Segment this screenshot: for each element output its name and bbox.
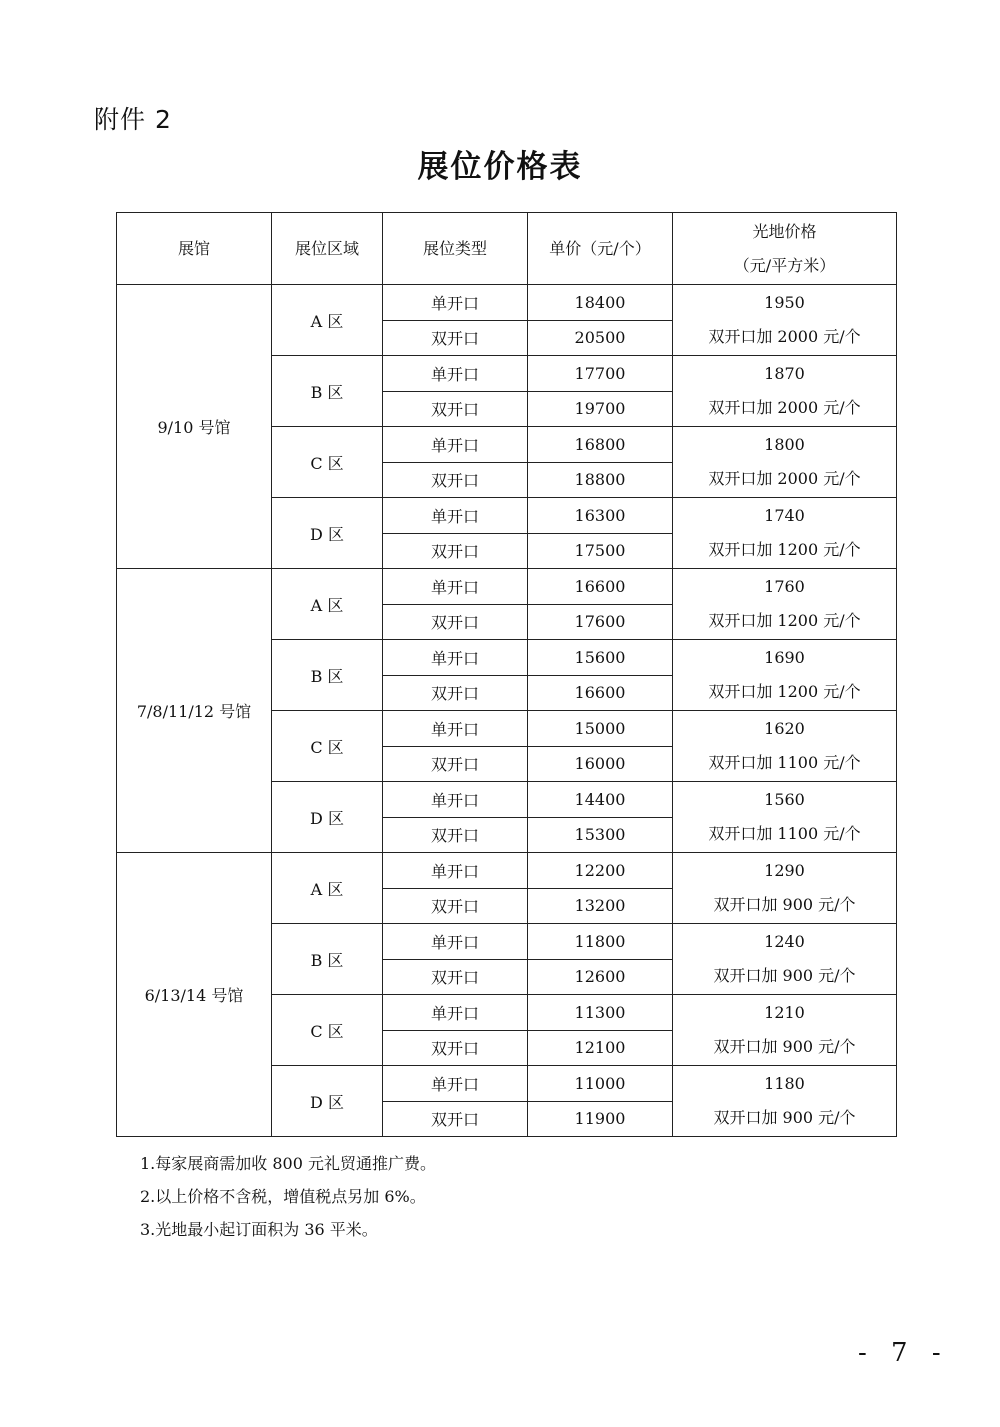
zone-name: C 区	[272, 427, 383, 498]
type-single: 单开口	[383, 853, 528, 889]
double-surcharge: 双开口加 1100 元/个	[708, 753, 861, 772]
type-single: 单开口	[383, 285, 528, 321]
zone-name: B 区	[272, 356, 383, 427]
zone-name: B 区	[272, 640, 383, 711]
zone-name: D 区	[272, 1066, 383, 1137]
land-price-cell	[673, 640, 897, 711]
land-price-cell	[673, 569, 897, 640]
land-price: 1620	[764, 719, 805, 738]
land-price: 1560	[764, 790, 805, 809]
price-double: 11900	[528, 1101, 673, 1137]
price-double: 17600	[528, 604, 673, 640]
land-price-cell	[673, 924, 897, 995]
type-single: 单开口	[383, 640, 528, 676]
header-hall: 展馆	[117, 213, 272, 285]
price-double: 12600	[528, 959, 673, 995]
zone-name: D 区	[272, 782, 383, 853]
type-double: 双开口	[383, 817, 528, 853]
land-price-cell	[673, 853, 897, 924]
type-double: 双开口	[383, 1101, 528, 1137]
type-double: 双开口	[383, 1030, 528, 1066]
header-land-price	[673, 213, 897, 285]
land-price-cell	[673, 498, 897, 569]
double-surcharge: 双开口加 900 元/个	[713, 895, 856, 914]
land-price-cell	[673, 427, 897, 498]
type-single: 单开口	[383, 569, 528, 605]
hall-name: 7/8/11/12 号馆	[117, 569, 272, 853]
price-single: 15000	[528, 711, 673, 747]
price-double: 20500	[528, 320, 673, 356]
attachment-label: 附件 2	[94, 105, 172, 134]
notes-section	[140, 1147, 436, 1246]
land-price: 1180	[764, 1074, 805, 1093]
price-single: 15600	[528, 640, 673, 676]
price-single: 16300	[528, 498, 673, 534]
table-row	[117, 569, 897, 605]
zone-name: C 区	[272, 711, 383, 782]
price-single: 14400	[528, 782, 673, 818]
price-double: 16000	[528, 746, 673, 782]
type-double: 双开口	[383, 320, 528, 356]
double-surcharge: 双开口加 900 元/个	[713, 1037, 856, 1056]
type-single: 单开口	[383, 498, 528, 534]
price-double: 18800	[528, 462, 673, 498]
double-surcharge: 双开口加 1200 元/个	[708, 682, 861, 701]
price-single: 16600	[528, 569, 673, 605]
note-item: 1.每家展商需加收 800 元礼贸通推广费。	[140, 1154, 436, 1173]
zone-name: D 区	[272, 498, 383, 569]
price-single: 11300	[528, 995, 673, 1031]
page-number: - 7 -	[858, 1338, 949, 1368]
header-land-price-unit: （元/平方米）	[733, 255, 836, 275]
price-single: 11000	[528, 1066, 673, 1102]
zone-name: A 区	[272, 569, 383, 640]
note-item: 3.光地最小起订面积为 36 平米。	[140, 1220, 378, 1239]
header-unit-price: 单价（元/个）	[528, 213, 673, 285]
zone-name: A 区	[272, 285, 383, 356]
type-single: 单开口	[383, 995, 528, 1031]
double-surcharge: 双开口加 1200 元/个	[708, 611, 861, 630]
type-double: 双开口	[383, 391, 528, 427]
land-price-cell	[673, 995, 897, 1066]
double-surcharge: 双开口加 2000 元/个	[708, 327, 861, 346]
table-row	[117, 853, 897, 889]
land-price: 1950	[764, 293, 805, 312]
price-double: 15300	[528, 817, 673, 853]
land-price: 1760	[764, 577, 805, 596]
price-single: 12200	[528, 853, 673, 889]
zone-name: B 区	[272, 924, 383, 995]
type-double: 双开口	[383, 675, 528, 711]
price-double: 12100	[528, 1030, 673, 1066]
type-single: 单开口	[383, 711, 528, 747]
price-single: 18400	[528, 285, 673, 321]
double-surcharge: 双开口加 2000 元/个	[708, 469, 861, 488]
price-double: 17500	[528, 533, 673, 569]
land-price: 1240	[764, 932, 805, 951]
type-single: 单开口	[383, 924, 528, 960]
type-double: 双开口	[383, 533, 528, 569]
table-header-row	[117, 213, 897, 285]
price-table	[116, 212, 897, 1137]
note-item: 2.以上价格不含税，增值税点另加 6%。	[140, 1187, 426, 1206]
type-single: 单开口	[383, 782, 528, 818]
header-zone: 展位区域	[272, 213, 383, 285]
price-double: 19700	[528, 391, 673, 427]
header-land-price-label: 光地价格	[752, 221, 817, 241]
double-surcharge: 双开口加 1100 元/个	[708, 824, 861, 843]
double-surcharge: 双开口加 2000 元/个	[708, 398, 861, 417]
zone-name: A 区	[272, 853, 383, 924]
price-single: 17700	[528, 356, 673, 392]
land-price: 1870	[764, 364, 805, 383]
land-price-cell	[673, 356, 897, 427]
type-single: 单开口	[383, 427, 528, 463]
table-body	[117, 285, 897, 1137]
price-single: 11800	[528, 924, 673, 960]
page-title: 展位价格表	[417, 149, 583, 185]
price-double: 13200	[528, 888, 673, 924]
double-surcharge: 双开口加 900 元/个	[713, 1108, 856, 1127]
type-double: 双开口	[383, 604, 528, 640]
land-price: 1800	[764, 435, 805, 454]
land-price-cell	[673, 285, 897, 356]
land-price: 1290	[764, 861, 805, 880]
type-single: 单开口	[383, 1066, 528, 1102]
land-price: 1210	[764, 1003, 805, 1022]
price-single: 16800	[528, 427, 673, 463]
land-price-cell	[673, 782, 897, 853]
land-price-cell	[673, 1066, 897, 1137]
land-price: 1690	[764, 648, 805, 667]
table-row	[117, 285, 897, 321]
type-double: 双开口	[383, 888, 528, 924]
type-double: 双开口	[383, 462, 528, 498]
zone-name: C 区	[272, 995, 383, 1066]
double-surcharge: 双开口加 900 元/个	[713, 966, 856, 985]
double-surcharge: 双开口加 1200 元/个	[708, 540, 861, 559]
type-single: 单开口	[383, 356, 528, 392]
header-type: 展位类型	[383, 213, 528, 285]
type-double: 双开口	[383, 959, 528, 995]
hall-name: 6/13/14 号馆	[117, 853, 272, 1137]
type-double: 双开口	[383, 746, 528, 782]
land-price: 1740	[764, 506, 805, 525]
land-price-cell	[673, 711, 897, 782]
hall-name: 9/10 号馆	[117, 285, 272, 569]
price-double: 16600	[528, 675, 673, 711]
